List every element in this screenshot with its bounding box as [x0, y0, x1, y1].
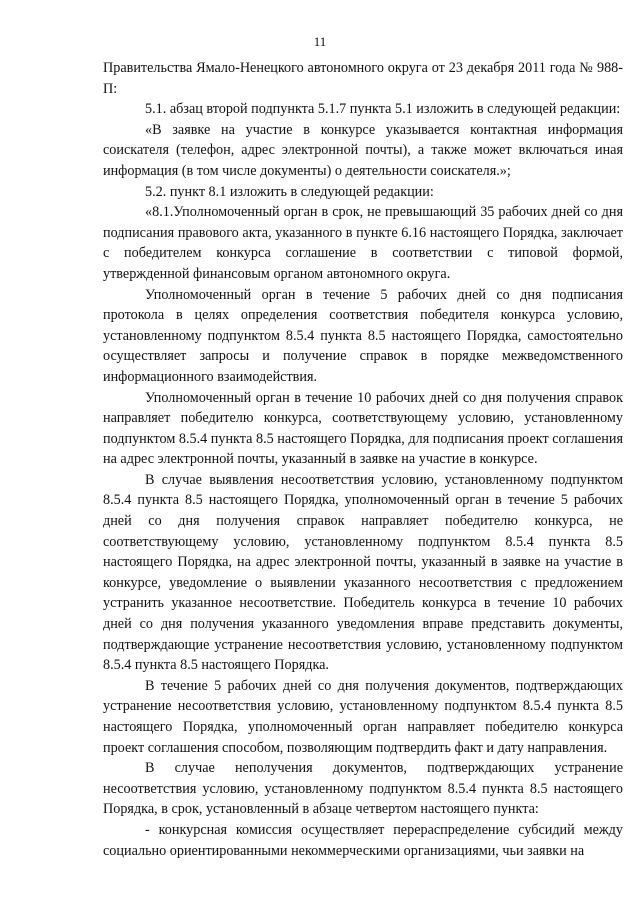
paragraph: «В заявке на участие в конкурсе указывается контактная информация соискателя (телефон, адрес электронной почты), а также может включаться иная информация (в том числе документы) о деятельности соискателя.»; — [103, 121, 623, 179]
paragraph: В течение 5 рабочих дней со дня получения документов, подтверждающих устранение несоответствия условию, установленному подпунктом 8.5.4 пункта 8.5 настоящего Порядка, уполномоченный орган направляет победителю конкурса проект соглашения способом, позволяющим подтвердить факт и дату направления. — [103, 677, 623, 756]
paragraph: - конкурсная комиссия осуществляет перераспределение субсидий между социально ориентированными некоммерческими организациями, чьи заявки на — [103, 821, 623, 859]
paragraph: В случае неполучения документов, подтверждающих устранение несоответствия условию, установленному подпунктом 8.5.4 пункта 8.5 настоящего Порядка, в срок, установленный в абзаце четвертом настоящего пункта: — [103, 760, 623, 818]
paragraph: В случае выявления несоответствия условию, установленному подпунктом 8.5.4 пункта 8.5 настоящего Порядка, уполномоченный орган в течение 5 рабочих дней со дня получения справок направляет победителю конкурса, не соответствующему условию, установленному подпунктом 8.5.4 пункта 8.5 настоящего Порядка, на адрес электронной почты, указанный в заявке на участие в конкурсе, уведомление о выявлении указанного несоответствия с предложением устранить указанное несоответствие. Победитель конкурса в течение 10 рабочих дней со дня получения указанного уведомления вправе представить документы, подтверждающие устранение несоответствия условию, установленному подпунктом 8.5.4 пункта 8.5 настоящего Порядка. — [103, 471, 623, 674]
paragraph: 5.2. пункт 8.1 изложить в следующей редакции: — [145, 183, 434, 200]
paragraph: «8.1.Уполномоченный орган в срок, не превышающий 35 рабочих дней со дня подписания правового акта, указанного в пункте 6.16 настоящего Порядка, заключает с победителем конкурса соглашение в соответствии с типовой формой, утвержденной финансовым органом автономного округа. — [103, 204, 623, 282]
paragraph: 5.1. абзац второй подпункта 5.1.7 пункта 5.1 изложить в следующей редакции: — [145, 101, 621, 118]
paragraph: Правительства Ямало-Ненецкого автономного округа от 23 декабря 2011 года № 988-П: — [103, 60, 623, 97]
paragraph: Уполномоченный орган в течение 10 рабочих дней со дня получения справок направляет победителю конкурса, соответствующему условию, установленному подпунктом 8.5.4 пункта 8.5 настоящего Порядка, для подписания проект соглашения на адрес электронной почты, указанный в заявке на участие в конкурсе. — [103, 389, 623, 468]
paragraph: Уполномоченный орган в течение 5 рабочих дней со дня подписания протокола в целях определения соответствия победителя конкурса условию, установленному подпунктом 8.5.4 пункта 8.5 настоящего Порядка, самостоятельно осуществляет запросы и получение справок в порядке межведомственного информационного взаимодействия. — [103, 286, 623, 385]
page-number: 11 — [313, 34, 327, 49]
document-body — [103, 58, 623, 861]
